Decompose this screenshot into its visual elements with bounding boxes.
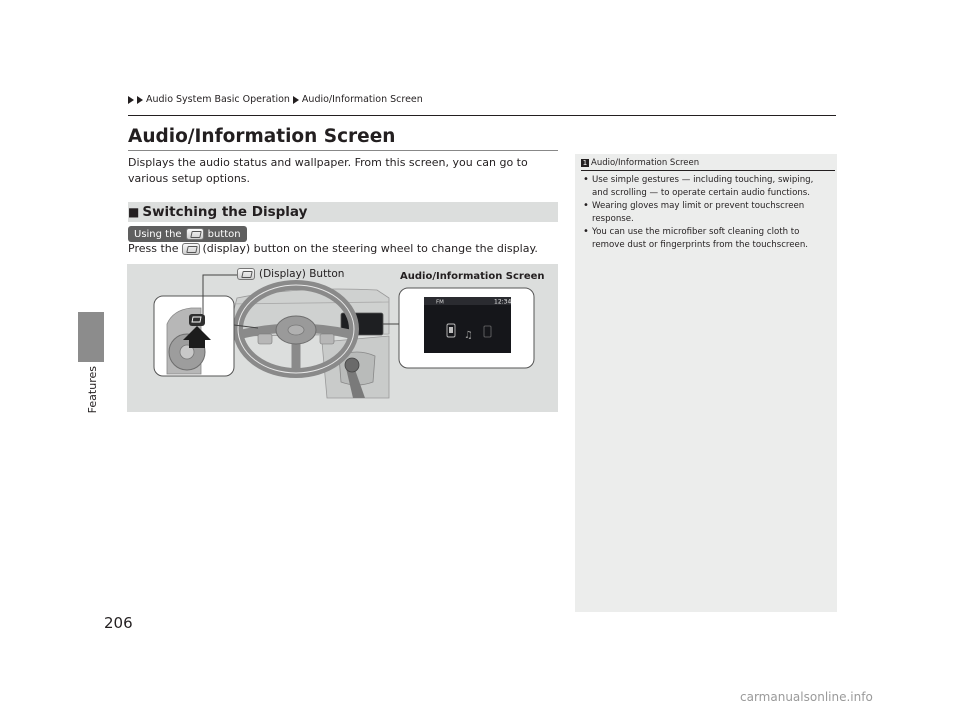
instruction-after: (display) button on the steering wheel to change the display. bbox=[202, 242, 538, 255]
breadcrumb-arrow-icon bbox=[128, 96, 134, 104]
instruction-before: Press the bbox=[128, 242, 179, 255]
music-note-icon: ♫ bbox=[464, 330, 473, 341]
side-note-bullets bbox=[582, 174, 832, 252]
section-side-label: Features bbox=[86, 366, 99, 414]
section-heading-text: Switching the Display bbox=[142, 204, 308, 220]
side-note-heading-text: Audio/Information Screen bbox=[591, 158, 700, 168]
button-closeup-inset bbox=[154, 296, 234, 376]
side-note-heading bbox=[581, 158, 699, 168]
screen-time-text: 12:34 bbox=[494, 298, 512, 306]
display-button-callout-text: (Display) Button bbox=[259, 268, 345, 280]
method-pill-suffix: button bbox=[207, 228, 241, 240]
intro-paragraph: Displays the audio status and wallpaper. From this screen, you can go to various setup options. bbox=[128, 156, 528, 185]
watermark: carmanualsonline.info bbox=[740, 690, 873, 704]
list-item: • Use simple gestures — including touching, swiping, and scrolling — to operate certain audio functions. bbox=[582, 174, 832, 199]
breadcrumb-current: Audio/Information Screen bbox=[301, 94, 423, 105]
list-item: • You can use the microfiber soft cleaning cloth to remove dust or fingerprints from the touchscreen. bbox=[582, 226, 832, 251]
side-note-divider bbox=[581, 170, 835, 171]
steering-wheel-figure bbox=[127, 264, 558, 412]
screen-callout: Audio/Information Screen bbox=[400, 271, 545, 282]
reference-marker-icon: 1 bbox=[582, 159, 588, 167]
dashboard-illustration bbox=[127, 264, 558, 412]
list-item: • Wearing gloves may limit or prevent touchscreen response. bbox=[582, 200, 832, 225]
screen-closeup-inset bbox=[399, 288, 534, 368]
breadcrumb-parent: Audio System Basic Operation bbox=[146, 94, 290, 105]
method-pill-prefix: Using the bbox=[134, 228, 182, 240]
title-divider bbox=[128, 150, 558, 151]
header-divider bbox=[128, 115, 836, 116]
method-pill bbox=[128, 226, 247, 242]
instruction-text bbox=[128, 241, 538, 257]
display-button-icon bbox=[182, 243, 200, 255]
section-heading bbox=[128, 202, 558, 222]
breadcrumb-arrow-icon bbox=[137, 96, 143, 104]
page-title: Audio/Information Screen bbox=[128, 126, 396, 147]
display-button-icon bbox=[186, 228, 204, 240]
display-button-callout bbox=[237, 268, 344, 280]
section-square-icon: ■ bbox=[128, 205, 140, 219]
breadcrumb-arrow-icon bbox=[293, 96, 299, 104]
breadcrumb bbox=[128, 94, 423, 105]
section-side-tab bbox=[78, 312, 104, 362]
page-number: 206 bbox=[104, 614, 133, 632]
screen-source-text: FM bbox=[436, 299, 444, 306]
display-button-icon bbox=[237, 268, 255, 280]
